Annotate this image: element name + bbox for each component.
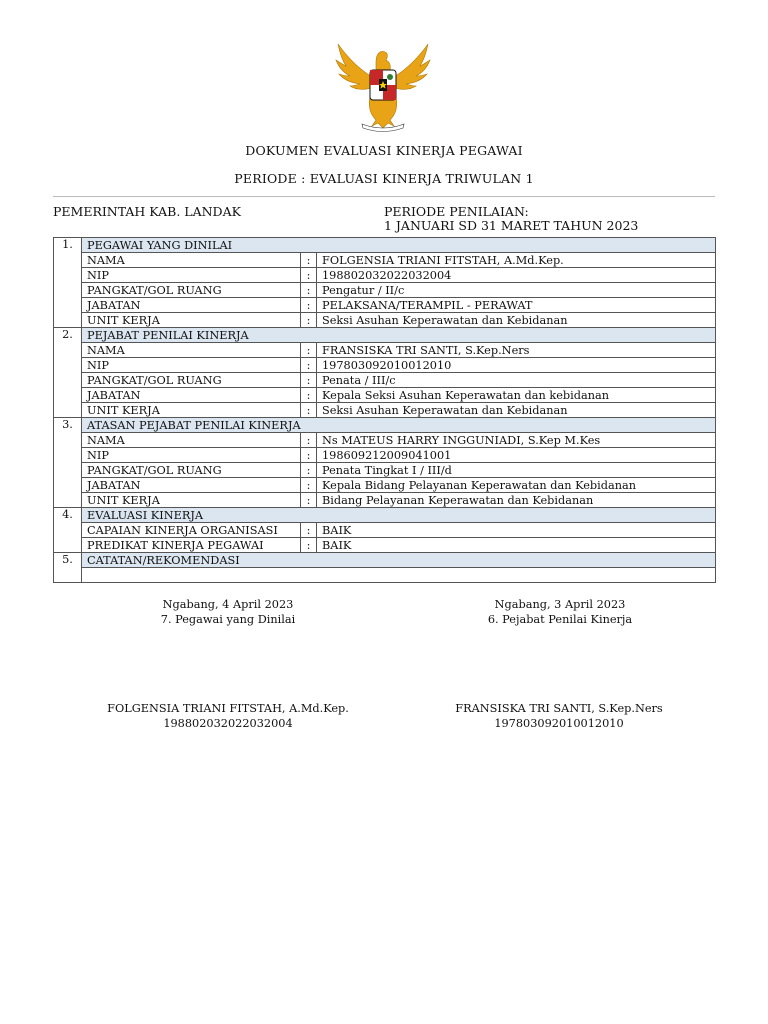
field-value: 198609212009041001	[317, 448, 716, 463]
field-value: Bidang Pelayanan Keperawatan dan Kebidanan	[317, 493, 716, 508]
field-value: Penata Tingkat I / III/d	[317, 463, 716, 478]
section-header-row	[54, 508, 716, 523]
field-label: NIP	[82, 268, 301, 283]
field-value: FRANSISKA TRI SANTI, S.Kep.Ners	[317, 343, 716, 358]
evaluation-table	[53, 237, 716, 583]
divider	[53, 196, 715, 197]
field-value: Seksi Asuhan Keperawatan dan Kebidanan	[317, 403, 716, 418]
table-row	[54, 433, 716, 448]
field-value: PELAKSANA/TERAMPIL - PERAWAT	[317, 298, 716, 313]
field-colon: :	[301, 463, 317, 478]
table-row	[54, 358, 716, 373]
table-row	[54, 478, 716, 493]
field-value: 197803092010012010	[317, 358, 716, 373]
section-title: ATASAN PEJABAT PENILAI KINERJA	[82, 418, 716, 433]
table-row	[54, 313, 716, 328]
table-row	[54, 268, 716, 283]
field-colon: :	[301, 283, 317, 298]
field-value: Kepala Bidang Pelayanan Keperawatan dan Kebidanan	[317, 478, 716, 493]
table-row	[54, 298, 716, 313]
field-label: UNIT KERJA	[82, 493, 301, 508]
section-header-row	[54, 418, 716, 433]
signatory-name: FRANSISKA TRI SANTI, S.Kep.Ners	[455, 702, 663, 715]
field-label: JABATAN	[82, 388, 301, 403]
field-colon: :	[301, 343, 317, 358]
section-number: 4.	[54, 508, 82, 553]
signature-role: 6. Pejabat Penilai Kinerja	[487, 613, 633, 626]
signature-right	[460, 597, 660, 627]
field-label: NIP	[82, 358, 301, 373]
signatory-left	[78, 701, 378, 731]
table-row	[54, 373, 716, 388]
field-label: PANGKAT/GOL RUANG	[82, 373, 301, 388]
section-number: 5.	[54, 553, 82, 583]
table-row	[54, 253, 716, 268]
field-label: NIP	[82, 448, 301, 463]
field-value: Penata / III/c	[317, 373, 716, 388]
field-label: UNIT KERJA	[82, 403, 301, 418]
field-value: BAIK	[317, 538, 716, 553]
notes-empty-row	[54, 568, 716, 583]
period-label: PERIODE PENILAIAN:	[384, 204, 529, 219]
field-colon: :	[301, 523, 317, 538]
section-header-row	[54, 238, 716, 253]
signatory-right	[409, 701, 709, 731]
period-value: 1 JANUARI SD 31 MARET TAHUN 2023	[384, 218, 639, 233]
section-number: 1.	[54, 238, 82, 328]
field-colon: :	[301, 478, 317, 493]
signatory-name: FOLGENSIA TRIANI FITSTAH, A.Md.Kep.	[107, 702, 349, 715]
section-title: EVALUASI KINERJA	[82, 508, 716, 523]
section-title: PEGAWAI YANG DINILAI	[82, 238, 716, 253]
garuda-pancasila-emblem	[330, 40, 436, 132]
field-value: Seksi Asuhan Keperawatan dan Kebidanan	[317, 313, 716, 328]
section-title: PEJABAT PENILAI KINERJA	[82, 328, 716, 343]
field-value: Ns MATEUS HARRY INGGUNIADI, S.Kep M.Kes	[317, 433, 716, 448]
field-label: UNIT KERJA	[82, 313, 301, 328]
signature-place-date: Ngabang, 4 April 2023	[162, 598, 294, 611]
field-colon: :	[301, 373, 317, 388]
table-row	[54, 388, 716, 403]
field-value: 198802032022032004	[317, 268, 716, 283]
section-header-row	[54, 553, 716, 568]
field-colon: :	[301, 448, 317, 463]
field-colon: :	[301, 253, 317, 268]
document-subtitle: PERIODE : EVALUASI KINERJA TRIWULAN 1	[234, 171, 534, 186]
field-value: FOLGENSIA TRIANI FITSTAH, A.Md.Kep.	[317, 253, 716, 268]
field-value: Pengatur / II/c	[317, 283, 716, 298]
signatory-nip: 198802032022032004	[163, 717, 293, 730]
field-label: PANGKAT/GOL RUANG	[82, 283, 301, 298]
field-colon: :	[301, 358, 317, 373]
field-colon: :	[301, 403, 317, 418]
table-row	[54, 448, 716, 463]
field-label: PANGKAT/GOL RUANG	[82, 463, 301, 478]
section-header-row	[54, 328, 716, 343]
table-row	[54, 343, 716, 358]
field-colon: :	[301, 268, 317, 283]
table-row	[54, 493, 716, 508]
field-label: PREDIKAT KINERJA PEGAWAI	[82, 538, 301, 553]
field-colon: :	[301, 433, 317, 448]
notes-cell	[82, 568, 716, 583]
section-number: 2.	[54, 328, 82, 418]
organization-name: PEMERINTAH KAB. LANDAK	[53, 204, 241, 219]
field-label: JABATAN	[82, 478, 301, 493]
table-row	[54, 283, 716, 298]
field-value: BAIK	[317, 523, 716, 538]
field-value: Kepala Seksi Asuhan Keperawatan dan kebidanan	[317, 388, 716, 403]
table-row	[54, 538, 716, 553]
signatory-nip: 197803092010012010	[494, 717, 624, 730]
field-label: NAMA	[82, 253, 301, 268]
signature-left	[128, 597, 328, 627]
section-number: 3.	[54, 418, 82, 508]
field-colon: :	[301, 388, 317, 403]
field-colon: :	[301, 313, 317, 328]
table-row	[54, 523, 716, 538]
field-label: CAPAIAN KINERJA ORGANISASI	[82, 523, 301, 538]
field-label: JABATAN	[82, 298, 301, 313]
section-title: CATATAN/REKOMENDASI	[82, 553, 716, 568]
table-row	[54, 463, 716, 478]
table-row	[54, 403, 716, 418]
document-title: DOKUMEN EVALUASI KINERJA PEGAWAI	[245, 143, 523, 158]
field-label: NAMA	[82, 433, 301, 448]
field-colon: :	[301, 298, 317, 313]
signature-place-date: Ngabang, 3 April 2023	[494, 598, 626, 611]
field-colon: :	[301, 493, 317, 508]
field-colon: :	[301, 538, 317, 553]
signature-role: 7. Pegawai yang Dinilai	[160, 613, 296, 626]
field-label: NAMA	[82, 343, 301, 358]
